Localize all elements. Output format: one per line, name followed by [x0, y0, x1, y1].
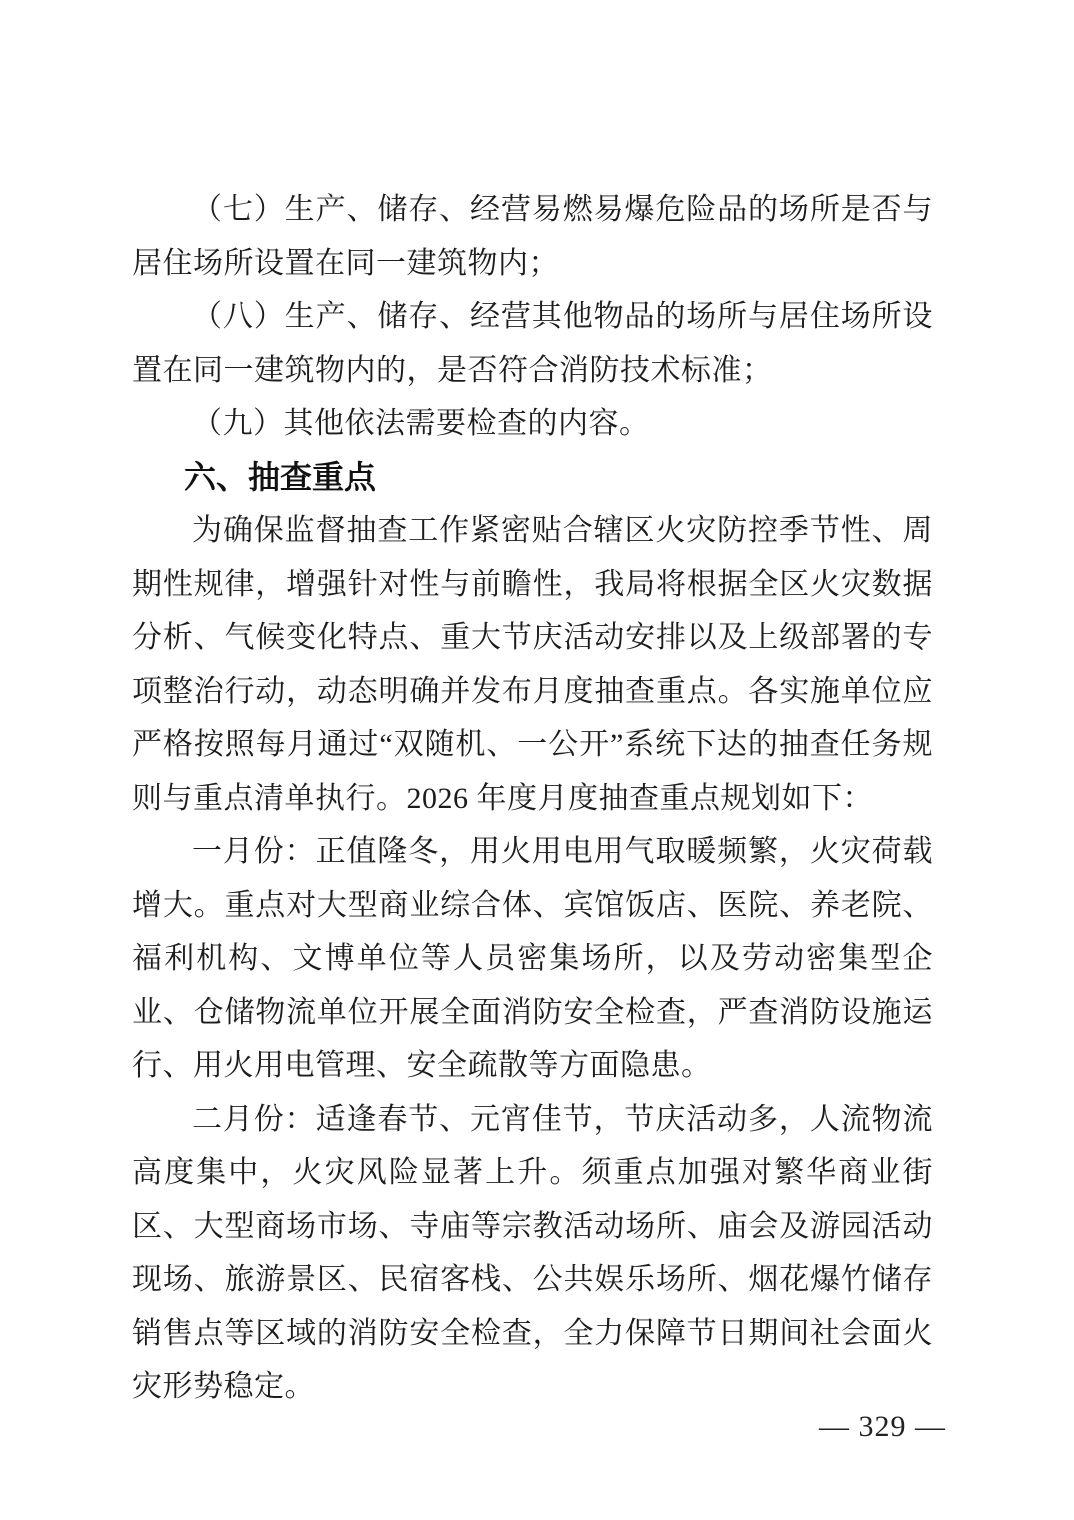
section-heading-inspection-focus: 六、抽查重点 — [184, 458, 377, 495]
content-area — [132, 183, 933, 1414]
february-focus-paragraph: 二月份：适逢春节、元宵佳节，节庆活动多，人流物流高度集中，火灾风险显著上升。须重点加强对繁华商业街区、大型商场市场、寺庙等宗教活动场所、庙会及游园活动现场、旅游景区、民宿客栈、公共娱乐场所、烟花爆竹储存销售点等区域的消防安全检查，全力保障节日期间社会面火灾形势稳定。 — [132, 1102, 933, 1403]
clause-item-7: （七）生产、储存、经营易燃易爆危险品的场所是否与居住场所设置在同一建筑物内； — [132, 193, 933, 280]
january-focus-paragraph: 一月份：正值隆冬，用火用电用气取暖频繁，火灾荷载增大。重点对大型商业综合体、宾馆饭店、医院、养老院、福利机构、文博单位等人员密集场所，以及劳动密集型企业、仓储物流单位开展全面消防安全检查，严查消防设施运行、用火用电管理、安全疏散等方面隐患。 — [132, 835, 933, 1082]
intro-paragraph: 为确保监督抽查工作紧密贴合辖区火灾防控季节性、周期性规律，增强针对性与前瞻性，我局将根据全区火灾数据分析、气候变化特点、重大节庆活动安排以及上级部署的专项整治行动，动态明确并发布月度抽查重点。各实施单位应严格按照每月通过“双随机、一公开”系统下达的抽查任务规则与重点清单执行。2026 年度月度抽查重点规划如下： — [132, 514, 933, 815]
clause-item-8: （八）生产、储存、经营其他物品的场所与居住场所设置在同一建筑物内的，是否符合消防技术标准； — [132, 300, 933, 387]
page-number: — 329 — — [819, 1410, 946, 1443]
clause-item-9: （九）其他依法需要检查的内容。 — [192, 407, 650, 440]
